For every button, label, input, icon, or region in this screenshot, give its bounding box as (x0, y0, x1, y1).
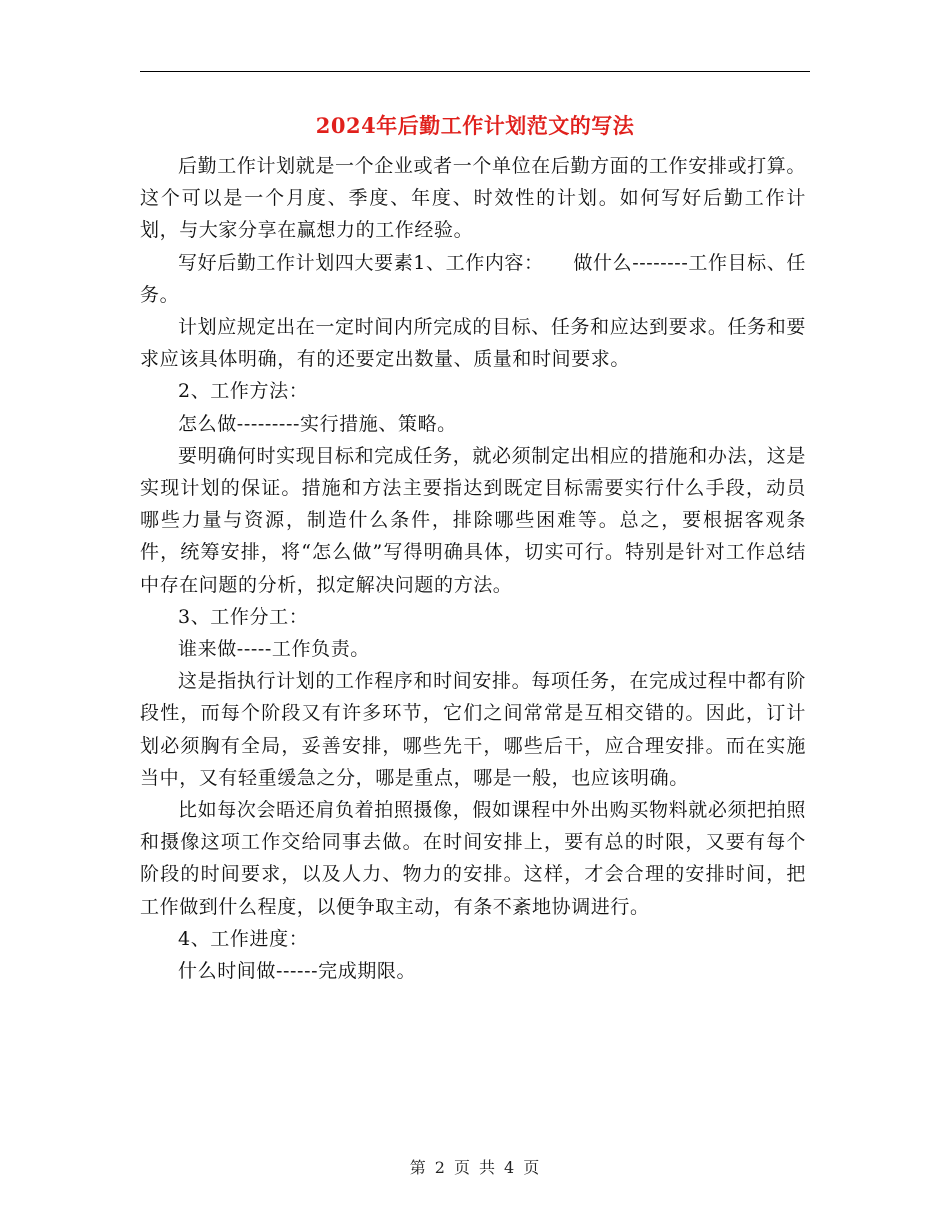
footer-total-pages: 4 (504, 1158, 516, 1177)
paragraph-intro: 后勤工作计划就是一个企业或者一个单位在后勤方面的工作安排或打算。这个可以是一个月度、季度、年度、时效性的计划。如何写好后勤工作计划，与大家分享在赢想力的工作经验。 (140, 155, 806, 242)
footer-total-prefix: 共 (479, 1158, 497, 1177)
footer-page-number: 2 (434, 1158, 446, 1177)
footer-total-label: 页 (523, 1158, 541, 1177)
page-footer (0, 1155, 950, 1178)
paragraph-measures: 要明确何时实现目标和完成任务，就必须制定出相应的措施和办法，这是实现计划的保证。措施和方法主要指达到既定目标需要实行什么手段，动员哪些力量与资源，制造什么条件，排除哪些困难等。总之，要根据客观条件，统筹安排，将“怎么做”写得明确具体，切实可行。特别是针对工作总结中存在问题的分析，拟定解决问题的方法。 (140, 444, 806, 596)
heading-work-division: 3、工作分工： (178, 605, 309, 628)
footer-prefix: 第 (409, 1158, 427, 1177)
paragraph-example: 比如每次会晤还肩负着拍照摄像，假如课程中外出购买物料就必须把拍照和摄像这项工作交给同事去做。在时间安排上，要有总的时限，又要有每个阶段的时间要求，以及人力、物力的安排。这样，才会合理的安排时间，把工作做到什么程度，以便争取主动，有条不紊地协调进行。 (140, 799, 806, 918)
paragraph-when-to-do: 什么时间做------完成期限。 (178, 960, 417, 983)
document-title: 2024年后勤工作计划范文的写法 (315, 113, 635, 138)
paragraph-plan-goals: 计划应规定出在一定时间内所完成的目标、任务和应达到要求。任务和要求应该具体明确，有的还要定出数量、质量和时间要求。 (140, 316, 806, 371)
paragraph-procedure: 这是指执行计划的工作程序和时间安排。每项任务，在完成过程中都有阶段性，而每个阶段又有许多环节，它们之间常常是互相交错的。因此，订计划必须胸有全局，妥善安排，哪些先干，哪些后干，应合理安排。而在实施当中，又有轻重缓急之分，哪是重点，哪是一般，也应该明确。 (140, 670, 806, 789)
document-body (140, 150, 806, 987)
heading-work-method: 2、工作方法： (178, 380, 309, 403)
header-rule (140, 71, 810, 72)
heading-work-progress: 4、工作进度： (178, 927, 309, 950)
paragraph-four-elements: 写好后勤工作计划四大要素1、工作内容： 做什么--------工作目标、任务。 (140, 251, 806, 306)
paragraph-who-does: 谁来做-----工作负责。 (178, 638, 370, 661)
paragraph-how-to-do: 怎么做---------实行措施、策略。 (178, 412, 457, 435)
footer-page-label: 页 (453, 1158, 471, 1177)
